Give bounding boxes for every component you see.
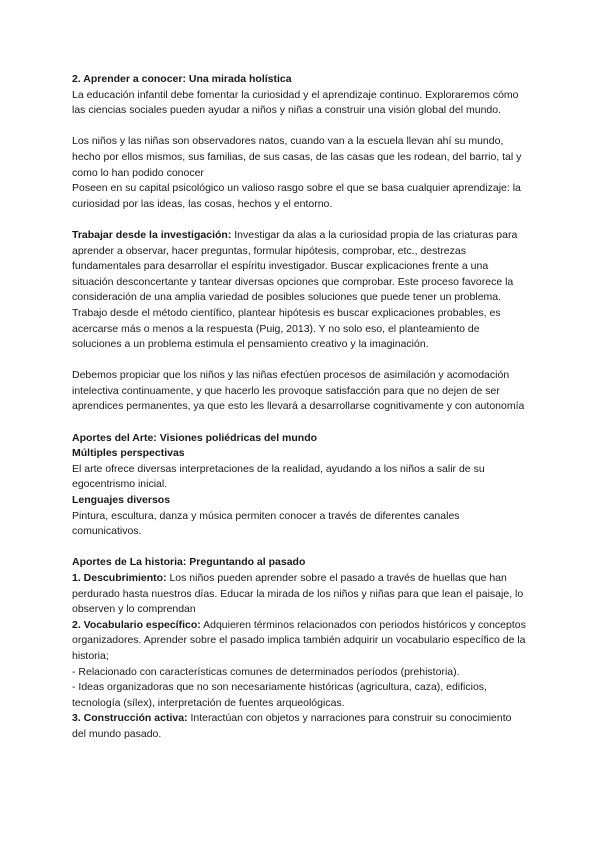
paragraph: Poseen en su capital psicológico un valioso rasgo sobre el que se basa cualquier aprendizaje: la curiosidad por las ideas, las cosas, hechos y el entorno. <box>72 182 521 210</box>
list-item <box>72 571 528 618</box>
section-title-arte: Aportes del Arte: Visiones poliédricas del mundo <box>72 431 318 444</box>
lead-term: Trabajar desde la investigación: <box>72 228 232 241</box>
paragraph: La educación infantil debe fomentar la curiosidad y el aprendizaje continuo. Exploraremos cómo las ciencias sociales pueden ayudar a niños y niñas a construir una visión global del mundo. <box>72 88 519 117</box>
lead-term: 1. Descubrimiento: <box>72 572 167 584</box>
section-title-historia: Aportes de La historia: Preguntando al pasado <box>72 556 306 569</box>
paragraph-text: Adquieren términos relacionados con periodos históricos y conceptos organizadores. Aprender sobre el pasado implica también adquirir un vocabulario específico de la historia; <box>72 618 526 662</box>
lead-term: 2. Vocabulario específico: <box>72 618 201 631</box>
paragraph-text: Investigar da alas a la curiosidad propia de las criaturas para aprender a observar, hacer preguntas, formular hipótesis, comprobar, etc., destrezas fundamentales para desarrollar el espíritu investigador. Buscar explicaciones frente a una situación desconcertante y tantear diversas opciones que comprobar. Este proceso favorece la consideración de una amplia variedad de posibles soluciones que puede tener un problema. Trabajo desde el método científico, plantear hipótesis es buscar explicaciones probables, es acercarse más o menos a la respuesta (Puig, 2013). Y no solo eso, el planteamiento de soluciones a un problema estimula el pensamiento creativo y la imaginación. <box>72 228 518 351</box>
bullet-line: - Ideas organizadoras que no son necesariamente históricas (agricultura, caza), edificios, tecnología (sílex), interpretación de fuentes arqueológicas. <box>72 681 487 709</box>
bullet-line: - Relacionado con características comunes de determinados períodos (prehistoria). <box>72 665 460 678</box>
paragraph: Debemos propiciar que los niños y las niñas efectúen procesos de asimilación y acomodación intelectiva continuamente, y que hacerlo les provoque satisfacción para que no dejen de ser aprendices permanentes, ya que esto les llevará a desarrollarse cognitivamente y con autonomía <box>72 369 525 413</box>
subheading: Lenguajes diversos <box>72 494 171 507</box>
lead-term: 3. Construcción activa: <box>72 712 188 725</box>
paragraph: Pintura, escultura, danza y música permiten conocer a través de diferentes canales comunicativos. <box>72 509 460 538</box>
list-item <box>72 711 528 742</box>
paragraph-text: Interactúan con objetos y narraciones para construir su conocimiento del mundo pasado. <box>72 712 512 740</box>
paragraph-text: Los niños pueden aprender sobre el pasado a través de huellas que han perdurado hasta nuestros días. Educar la mirada de los niños y niñas para que lean el paisaje, lo observen y lo comprendan <box>72 572 524 616</box>
paragraph-investigacion <box>72 228 528 353</box>
subheading: Múltiples perspectivas <box>72 447 185 460</box>
list-item <box>72 618 528 665</box>
paragraph: Los niños y las niñas son observadores natos, cuando van a la escuela llevan ahí su mundo, hecho por ellos mismos, sus familias, de sus casas, de las casas que les rodean, del barrio, tal y como lo han podido conocer <box>72 135 522 179</box>
section-title-aprender: 2. Aprender a conocer: Una mirada holística <box>72 73 292 85</box>
paragraph: El arte ofrece diversas interpretaciones de la realidad, ayudando a los niños a salir de su egocentrismo inicial. <box>72 462 485 491</box>
